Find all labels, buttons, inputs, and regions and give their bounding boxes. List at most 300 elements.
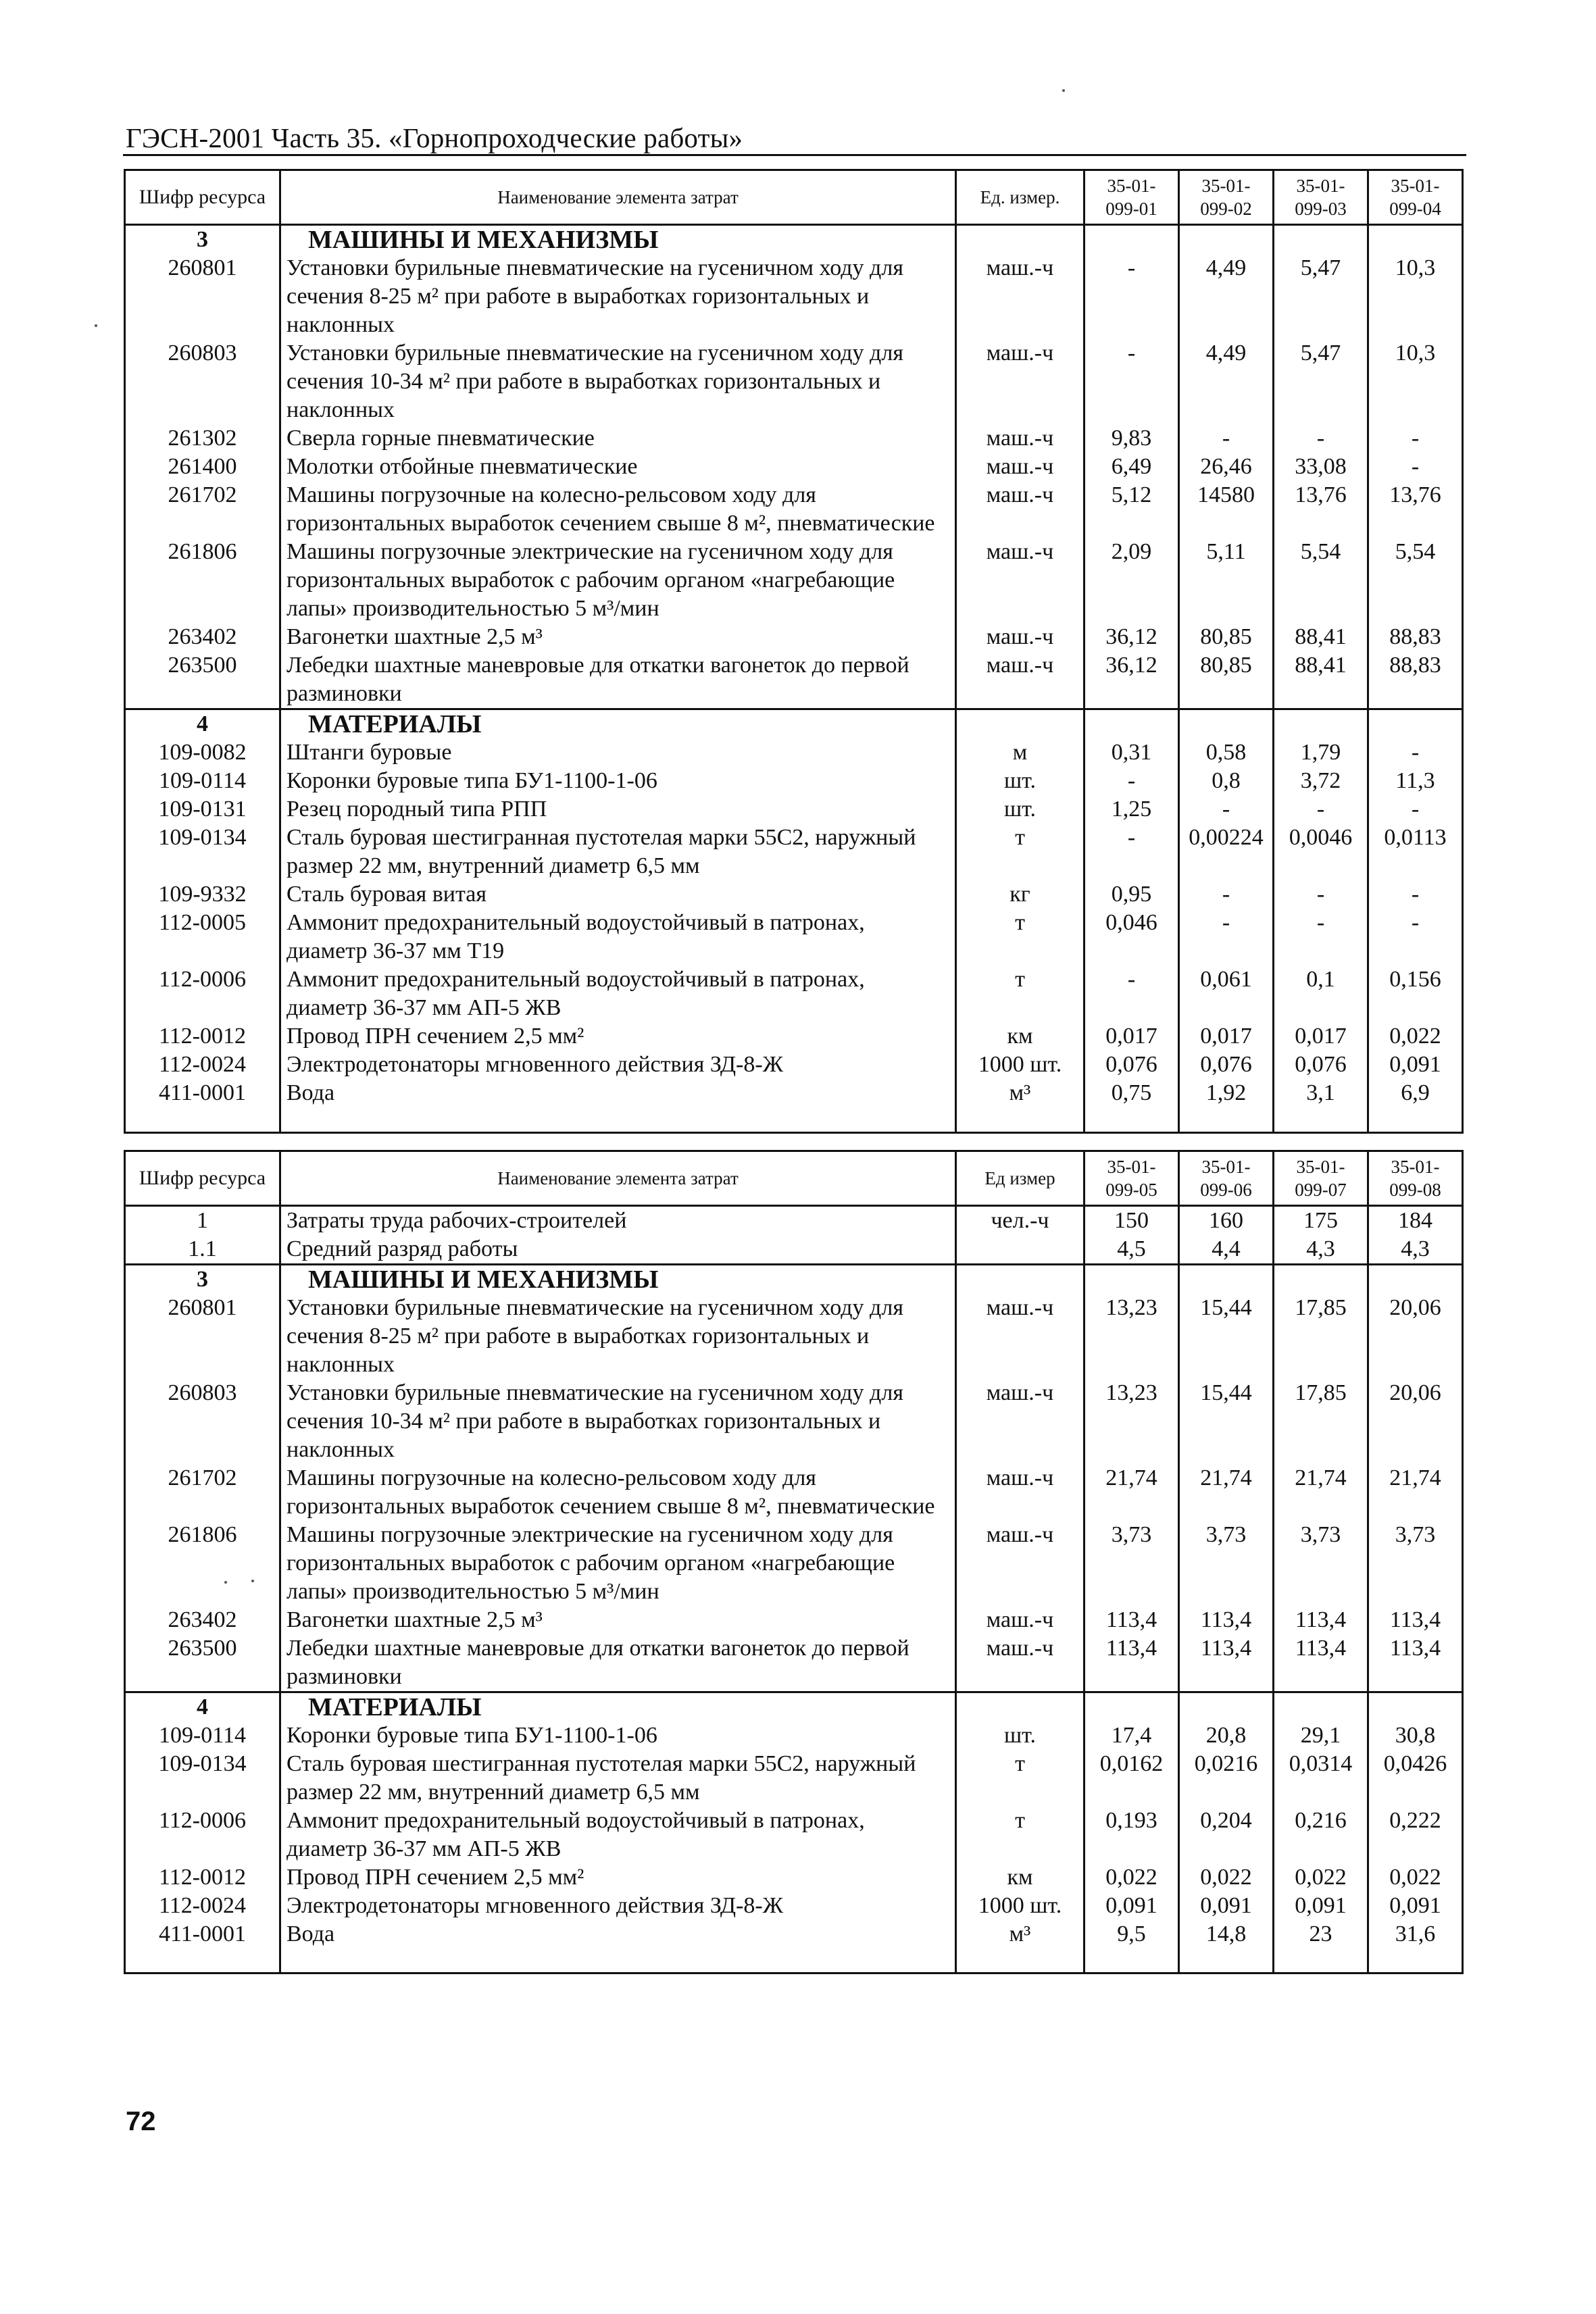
resource-name-cell: Средний разряд работы [280, 1235, 956, 1265]
table-row [125, 795, 1463, 824]
resource-code-cell: 261702 [125, 1464, 280, 1521]
norm-value-cell: 4,49 [1179, 339, 1274, 424]
norm-value-cell: 113,4 [1274, 1634, 1368, 1692]
norm-value-cell: 15,44 [1179, 1379, 1274, 1464]
unit-cell: т [956, 965, 1084, 1022]
unit-cell: чел.-ч [956, 1206, 1084, 1236]
unit-cell: маш.-ч [956, 623, 1084, 651]
resource-name-cell: Вагонетки шахтные 2,5 м³ [280, 1606, 956, 1634]
table-row [125, 1294, 1463, 1379]
resource-code-cell: 112-0006 [125, 965, 280, 1022]
norm-value-cell: - [1179, 880, 1274, 909]
resource-name-cell: Аммонит предохранительный водоустойчивый в патронах, диаметр 36-37 мм АП-5 ЖВ [280, 965, 956, 1022]
table-row [125, 767, 1463, 795]
resource-name-cell: Резец породный типа РПП [280, 795, 956, 824]
norm-value-cell: 5,47 [1274, 254, 1368, 339]
filler-cell [125, 1110, 280, 1133]
norm-value-cell: 31,6 [1368, 1920, 1463, 1951]
norm-value-cell: 13,76 [1274, 481, 1368, 538]
unit-cell: маш.-ч [956, 339, 1084, 424]
norm-value-cell: 2,09 [1084, 538, 1179, 623]
unit-cell: шт. [956, 795, 1084, 824]
unit-cell: т [956, 1807, 1084, 1863]
norm-value-cell: 10,3 [1368, 254, 1463, 339]
table-row [125, 738, 1463, 767]
resource-code-cell: 263402 [125, 623, 280, 651]
filler-cell [1368, 1110, 1463, 1133]
resource-code-cell: 260801 [125, 1294, 280, 1379]
norm-value-cell: 0,046 [1084, 909, 1179, 965]
resource-code-cell: 112-0024 [125, 1892, 280, 1920]
norm-value-cell: 5,47 [1274, 339, 1368, 424]
resource-name-cell: Вагонетки шахтные 2,5 м³ [280, 623, 956, 651]
resource-name-cell: Коронки буровые типа БУ1-1100-1-06 [280, 1721, 956, 1750]
norm-value-cell: 3,73 [1179, 1521, 1274, 1606]
norm-value-cell: 0,0113 [1368, 824, 1463, 880]
resource-code-cell: 112-0005 [125, 909, 280, 965]
col-header-name: Наименование элемента затрат [280, 1151, 956, 1206]
norm-value-cell: 0,091 [1179, 1892, 1274, 1920]
norm-value-cell [1274, 1265, 1368, 1294]
resource-code-cell: 263500 [125, 651, 280, 709]
resource-table-2 [124, 1150, 1464, 1974]
norm-value-cell: 14,8 [1179, 1920, 1274, 1951]
resource-table-1 [124, 169, 1464, 1134]
norm-value-cell: - [1274, 880, 1368, 909]
norm-value-cell: 15,44 [1179, 1294, 1274, 1379]
unit-cell: маш.-ч [956, 1464, 1084, 1521]
scan-speck [251, 1580, 254, 1582]
norm-value-cell: 4,3 [1368, 1235, 1463, 1265]
norm-value-cell: 0,091 [1368, 1892, 1463, 1920]
norm-value-cell: 0,00224 [1179, 824, 1274, 880]
norm-value-cell: 0,022 [1368, 1863, 1463, 1892]
norm-value-cell: 0,95 [1084, 880, 1179, 909]
norm-value-cell: 80,85 [1179, 651, 1274, 709]
table-row [125, 424, 1463, 453]
norm-value-cell [1368, 709, 1463, 739]
norm-value-cell: 88,41 [1274, 623, 1368, 651]
section-row [125, 709, 1463, 739]
resource-name-cell: МАШИНЫ И МЕХАНИЗМЫ [280, 1265, 956, 1294]
norm-value-cell: 5,12 [1084, 481, 1179, 538]
unit-cell: 1000 шт. [956, 1892, 1084, 1920]
resource-name-cell: Сверла горные пневматические [280, 424, 956, 453]
norm-value-cell [1368, 225, 1463, 255]
norm-value-cell: 0,216 [1274, 1807, 1368, 1863]
norm-value-cell: 1,79 [1274, 738, 1368, 767]
norm-value-cell: 0,076 [1179, 1051, 1274, 1079]
unit-cell: км [956, 1022, 1084, 1051]
resource-code-cell: 263500 [125, 1634, 280, 1692]
norm-value-cell: 0,091 [1368, 1051, 1463, 1079]
table-row [125, 254, 1463, 339]
norm-value-cell: 175 [1274, 1206, 1368, 1236]
norm-value-cell: 0,204 [1179, 1807, 1274, 1863]
norm-value-cell: 113,4 [1179, 1606, 1274, 1634]
page-header: ГЭСН-2001 Часть 35. «Горнопроходческие работы» [126, 122, 743, 153]
page-number: 72 [126, 2107, 156, 2136]
norm-value-cell: 0,156 [1368, 965, 1463, 1022]
norm-value-cell: 80,85 [1179, 623, 1274, 651]
norm-value-cell: 0,091 [1274, 1892, 1368, 1920]
norm-value-cell: 0,0426 [1368, 1750, 1463, 1807]
filler-cell [956, 1951, 1084, 1973]
resource-name-cell: Машины погрузочные на колесно-рельсовом ходу для горизонтальных выработок сечением свыше 8 м², пневматические [280, 481, 956, 538]
table-row [125, 623, 1463, 651]
norm-value-cell: - [1368, 453, 1463, 481]
norm-value-cell: - [1084, 965, 1179, 1022]
norm-value-cell: - [1368, 795, 1463, 824]
resource-code-cell: 112-0012 [125, 1022, 280, 1051]
norm-value-cell: 0,076 [1274, 1051, 1368, 1079]
table-row [125, 1051, 1463, 1079]
norm-value-cell: 0,076 [1084, 1051, 1179, 1079]
norm-value-cell: 4,49 [1179, 254, 1274, 339]
norm-value-cell: 13,23 [1084, 1294, 1179, 1379]
unit-cell: т [956, 1750, 1084, 1807]
norm-value-cell: 4,5 [1084, 1235, 1179, 1265]
norm-value-cell [1084, 225, 1179, 255]
resource-code-cell: 260803 [125, 1379, 280, 1464]
resource-code-cell: 1.1 [125, 1235, 280, 1265]
norm-value-cell: - [1084, 339, 1179, 424]
resource-name-cell: Штанги буровые [280, 738, 956, 767]
col-header-code: Шифр ресурса [125, 170, 280, 225]
norm-value-cell: 0,022 [1084, 1863, 1179, 1892]
norm-value-cell: 30,8 [1368, 1721, 1463, 1750]
table-row [125, 1920, 1463, 1951]
resource-name-cell: Лебедки шахтные маневровые для откатки вагонеток до первой разминовки [280, 651, 956, 709]
norm-value-cell: 0,022 [1179, 1863, 1274, 1892]
norm-value-cell: 113,4 [1368, 1634, 1463, 1692]
resource-code-cell: 109-0134 [125, 824, 280, 880]
norm-value-cell: 36,12 [1084, 651, 1179, 709]
norm-value-cell: - [1179, 795, 1274, 824]
norm-value-cell: 113,4 [1274, 1606, 1368, 1634]
norm-value-cell: 17,4 [1084, 1721, 1179, 1750]
filler-cell [125, 1951, 280, 1973]
resource-code-cell: 109-9332 [125, 880, 280, 909]
col-header-norm-3: 35-01-099-03 [1274, 170, 1368, 225]
table-row [125, 453, 1463, 481]
norm-value-cell: 0,022 [1368, 1022, 1463, 1051]
table-row [125, 651, 1463, 709]
norm-value-cell: 13,76 [1368, 481, 1463, 538]
norm-value-cell: - [1084, 254, 1179, 339]
table-row [125, 1235, 1463, 1265]
unit-cell: маш.-ч [956, 1606, 1084, 1634]
norm-value-cell: - [1368, 738, 1463, 767]
norm-value-cell: 0,022 [1274, 1863, 1368, 1892]
norm-value-cell: 17,85 [1274, 1294, 1368, 1379]
filler-row [125, 1110, 1463, 1133]
norm-value-cell: 113,4 [1084, 1634, 1179, 1692]
unit-cell: маш.-ч [956, 1521, 1084, 1606]
filler-cell [1179, 1951, 1274, 1973]
table-row [125, 1521, 1463, 1606]
norm-value-cell: - [1274, 795, 1368, 824]
resource-name-cell: Коронки буровые типа БУ1-1100-1-06 [280, 767, 956, 795]
norm-value-cell: 11,3 [1368, 767, 1463, 795]
unit-cell: шт. [956, 1721, 1084, 1750]
table-row [125, 909, 1463, 965]
norm-value-cell: 0,75 [1084, 1079, 1179, 1110]
table-row [125, 1606, 1463, 1634]
resource-name-cell: Лебедки шахтные маневровые для откатки вагонеток до первой разминовки [280, 1634, 956, 1692]
resource-name-cell: Сталь буровая шестигранная пустотелая марки 55С2, наружный размер 22 мм, внутренний диаметр 6,5 мм [280, 824, 956, 880]
table-row [125, 1079, 1463, 1110]
resource-code-cell: 261400 [125, 453, 280, 481]
table-row [125, 1892, 1463, 1920]
norm-value-cell: 3,72 [1274, 767, 1368, 795]
col-header-norm-1: 35-01-099-01 [1084, 170, 1179, 225]
filler-row [125, 1951, 1463, 1973]
col-header-norm-5: 35-01-099-05 [1084, 1151, 1179, 1206]
norm-value-cell: 0,091 [1084, 1892, 1179, 1920]
col-header-norm-7: 35-01-099-07 [1274, 1151, 1368, 1206]
resource-code-cell: 260803 [125, 339, 280, 424]
section-row [125, 1692, 1463, 1722]
norm-value-cell [1179, 1692, 1274, 1722]
section-row [125, 1265, 1463, 1294]
norm-value-cell [1084, 709, 1179, 739]
norm-value-cell: 20,06 [1368, 1294, 1463, 1379]
col-header-norm-4: 35-01-099-04 [1368, 170, 1463, 225]
table-row [125, 481, 1463, 538]
unit-cell: маш.-ч [956, 538, 1084, 623]
resource-code-cell: 261302 [125, 424, 280, 453]
unit-cell: км [956, 1863, 1084, 1892]
resource-code-cell: 109-0114 [125, 767, 280, 795]
resource-name-cell: Электродетонаторы мгновенного действия ЗД-8-Ж [280, 1892, 956, 1920]
norm-value-cell: 0,8 [1179, 767, 1274, 795]
scan-speck [224, 1581, 227, 1584]
norm-value-cell [1274, 225, 1368, 255]
norm-value-cell [1084, 1692, 1179, 1722]
norm-value-cell: 88,41 [1274, 651, 1368, 709]
unit-cell [956, 1265, 1084, 1294]
norm-value-cell: - [1368, 909, 1463, 965]
norm-value-cell: 160 [1179, 1206, 1274, 1236]
resource-code-cell: 261702 [125, 481, 280, 538]
norm-value-cell: 4,3 [1274, 1235, 1368, 1265]
unit-cell [956, 1235, 1084, 1265]
norm-value-cell: 88,83 [1368, 651, 1463, 709]
resource-name-cell: Установки бурильные пневматические на гусеничном ходу для сечения 10-34 м² при работе в выработках горизонтальных и наклонных [280, 1379, 956, 1464]
resource-name-cell: Затраты труда рабочих-строителей [280, 1206, 956, 1236]
resource-code-cell: 4 [125, 709, 280, 739]
col-header-norm-6: 35-01-099-06 [1179, 1151, 1274, 1206]
norm-value-cell [1179, 709, 1274, 739]
resource-name-cell: Молотки отбойные пневматические [280, 453, 956, 481]
filler-cell [1368, 1951, 1463, 1973]
norm-value-cell [1274, 709, 1368, 739]
table-row [125, 880, 1463, 909]
norm-value-cell: 21,74 [1368, 1464, 1463, 1521]
unit-cell: 1000 шт. [956, 1051, 1084, 1079]
resource-code-cell: 3 [125, 225, 280, 255]
resource-code-cell: 112-0012 [125, 1863, 280, 1892]
col-header-norm-8: 35-01-099-08 [1368, 1151, 1463, 1206]
norm-value-cell: 10,3 [1368, 339, 1463, 424]
norm-value-cell: 0,0162 [1084, 1750, 1179, 1807]
resource-name-cell: Сталь буровая витая [280, 880, 956, 909]
unit-cell: маш.-ч [956, 1294, 1084, 1379]
table-row [125, 1721, 1463, 1750]
norm-value-cell: 36,12 [1084, 623, 1179, 651]
table-body [125, 225, 1463, 1133]
table-row [125, 965, 1463, 1022]
norm-value-cell: 1,92 [1179, 1079, 1274, 1110]
resource-name-cell: МАТЕРИАЛЫ [280, 709, 956, 739]
norm-value-cell [1368, 1692, 1463, 1722]
unit-cell: маш.-ч [956, 1634, 1084, 1692]
table-row [125, 1634, 1463, 1692]
scan-speck [95, 324, 97, 327]
norm-value-cell: 20,8 [1179, 1721, 1274, 1750]
norm-value-cell: 113,4 [1179, 1634, 1274, 1692]
norm-value-cell: 150 [1084, 1206, 1179, 1236]
resource-name-cell: Провод ПРН сечением 2,5 мм² [280, 1863, 956, 1892]
scan-speck [1062, 89, 1065, 92]
unit-cell: шт. [956, 767, 1084, 795]
norm-value-cell: 9,5 [1084, 1920, 1179, 1951]
col-header-unit: Ед. измер. [956, 170, 1084, 225]
resource-name-cell: Машины погрузочные на колесно-рельсовом ходу для горизонтальных выработок сечением свыше 8 м², пневматические [280, 1464, 956, 1521]
filler-cell [1274, 1951, 1368, 1973]
filler-cell [1084, 1110, 1179, 1133]
norm-value-cell: 113,4 [1084, 1606, 1179, 1634]
norm-value-cell: 21,74 [1179, 1464, 1274, 1521]
resource-name-cell: Установки бурильные пневматические на гусеничном ходу для сечения 8-25 м² при работе в выработках горизонтальных и наклонных [280, 254, 956, 339]
unit-cell [956, 1692, 1084, 1722]
resource-name-cell: Аммонит предохранительный водоустойчивый в патронах, диаметр 36-37 мм Т19 [280, 909, 956, 965]
norm-value-cell: - [1179, 424, 1274, 453]
norm-value-cell: 184 [1368, 1206, 1463, 1236]
unit-cell: м³ [956, 1079, 1084, 1110]
resource-name-cell: Установки бурильные пневматические на гусеничном ходу для сечения 8-25 м² при работе в выработках горизонтальных и наклонных [280, 1294, 956, 1379]
norm-value-cell: - [1084, 824, 1179, 880]
table-row [125, 1022, 1463, 1051]
norm-value-cell: 21,74 [1274, 1464, 1368, 1521]
norm-value-cell: - [1368, 880, 1463, 909]
unit-cell: маш.-ч [956, 481, 1084, 538]
resource-code-cell: 411-0001 [125, 1079, 280, 1110]
resource-code-cell: 261806 [125, 1521, 280, 1606]
resource-name-cell: Машины погрузочные электрические на гусеничном ходу для горизонтальных выработок с рабочим органом «нагребающие лапы» производительностью 5 м³/мин [280, 538, 956, 623]
norm-value-cell: 3,73 [1368, 1521, 1463, 1606]
norm-value-cell: - [1179, 909, 1274, 965]
unit-cell: маш.-ч [956, 254, 1084, 339]
resource-name-cell: Аммонит предохранительный водоустойчивый в патронах, диаметр 36-37 мм АП-5 ЖВ [280, 1807, 956, 1863]
norm-value-cell: 23 [1274, 1920, 1368, 1951]
table-row [125, 1863, 1463, 1892]
norm-value-cell: 4,4 [1179, 1235, 1274, 1265]
norm-value-cell: 0,017 [1274, 1022, 1368, 1051]
unit-cell: т [956, 909, 1084, 965]
norm-value-cell: 3,73 [1274, 1521, 1368, 1606]
resource-code-cell: 263402 [125, 1606, 280, 1634]
section-row [125, 225, 1463, 255]
norm-value-cell: 1,25 [1084, 795, 1179, 824]
resource-code-cell: 109-0131 [125, 795, 280, 824]
norm-value-cell: 21,74 [1084, 1464, 1179, 1521]
norm-value-cell: 0,222 [1368, 1807, 1463, 1863]
norm-value-cell: 0,0216 [1179, 1750, 1274, 1807]
filler-cell [1084, 1951, 1179, 1973]
filler-cell [1179, 1110, 1274, 1133]
table-row [125, 1750, 1463, 1807]
resource-name-cell: Электродетонаторы мгновенного действия ЗД-8-Ж [280, 1051, 956, 1079]
unit-cell: маш.-ч [956, 453, 1084, 481]
norm-value-cell: 5,54 [1368, 538, 1463, 623]
resource-code-cell: 109-0082 [125, 738, 280, 767]
norm-value-cell: 113,4 [1368, 1606, 1463, 1634]
norm-value-cell: 6,9 [1368, 1079, 1463, 1110]
norm-value-cell: 0,0046 [1274, 824, 1368, 880]
resource-code-cell: 109-0134 [125, 1750, 280, 1807]
norm-value-cell: 6,49 [1084, 453, 1179, 481]
norm-value-cell: 26,46 [1179, 453, 1274, 481]
resource-name-cell: Вода [280, 1079, 956, 1110]
resource-name-cell: МАТЕРИАЛЫ [280, 1692, 956, 1722]
norm-value-cell [1179, 225, 1274, 255]
unit-cell: кг [956, 880, 1084, 909]
filler-cell [280, 1110, 956, 1133]
resource-name-cell: Провод ПРН сечением 2,5 мм² [280, 1022, 956, 1051]
norm-value-cell [1084, 1265, 1179, 1294]
table-row [125, 538, 1463, 623]
norm-value-cell: 5,54 [1274, 538, 1368, 623]
table-row [125, 1379, 1463, 1464]
norm-value-cell: 3,1 [1274, 1079, 1368, 1110]
unit-cell [956, 709, 1084, 739]
resource-code-cell: 3 [125, 1265, 280, 1294]
unit-cell: т [956, 824, 1084, 880]
norm-value-cell: 3,73 [1084, 1521, 1179, 1606]
norm-value-cell: - [1084, 767, 1179, 795]
norm-value-cell: 0,58 [1179, 738, 1274, 767]
norm-value-cell: - [1368, 424, 1463, 453]
table-row [125, 1807, 1463, 1863]
norm-value-cell: 14580 [1179, 481, 1274, 538]
resource-name-cell: Сталь буровая шестигранная пустотелая марки 55С2, наружный размер 22 мм, внутренний диаметр 6,5 мм [280, 1750, 956, 1807]
unit-cell: маш.-ч [956, 424, 1084, 453]
col-header-unit: Ед измер [956, 1151, 1084, 1206]
unit-cell [956, 225, 1084, 255]
col-header-norm-2: 35-01-099-02 [1179, 170, 1274, 225]
resource-name-cell: Машины погрузочные электрические на гусеничном ходу для горизонтальных выработок с рабочим органом «нагребающие лапы» производительностью 5 м³/мин [280, 1521, 956, 1606]
resource-code-cell: 260801 [125, 254, 280, 339]
resource-name-cell: МАШИНЫ И МЕХАНИЗМЫ [280, 225, 956, 255]
resource-code-cell: 109-0114 [125, 1721, 280, 1750]
table-body [125, 1206, 1463, 1973]
table-row [125, 824, 1463, 880]
norm-value-cell [1274, 1692, 1368, 1722]
table-header-row [125, 170, 1463, 225]
table-header-row [125, 1151, 1463, 1206]
unit-cell: м³ [956, 1920, 1084, 1951]
norm-value-cell: 0,31 [1084, 738, 1179, 767]
resource-name-cell: Вода [280, 1920, 956, 1951]
norm-value-cell: 13,23 [1084, 1379, 1179, 1464]
norm-value-cell [1179, 1265, 1274, 1294]
resource-code-cell: 4 [125, 1692, 280, 1722]
norm-value-cell [1368, 1265, 1463, 1294]
filler-cell [280, 1951, 956, 1973]
norm-value-cell: 5,11 [1179, 538, 1274, 623]
